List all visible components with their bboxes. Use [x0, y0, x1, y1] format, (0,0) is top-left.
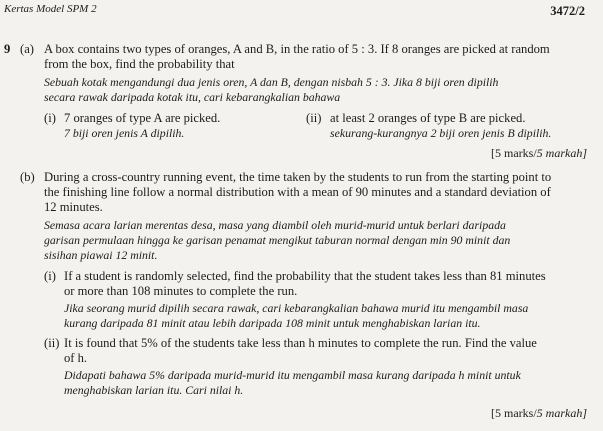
- part-b-ii-en-line-1: It is found that 5% of the students take less than h minutes to complete the run. Find the value: [64, 336, 537, 350]
- part-b-ii-my-line-2: menghabiskan larian itu. Cari nilai h.: [64, 383, 244, 397]
- part-a-i-my: 7 biji oren jenis A dipilih.: [64, 126, 185, 140]
- part-a-marks: [491, 146, 587, 161]
- part-a-ii-label: (ii): [306, 111, 322, 125]
- part-a-my-line-2: secara rawak daripada kotak itu, cari kebarangkalian bahawa: [44, 90, 341, 104]
- part-a-ii-my: sekurang-kurangnya 2 biji oren jenis B dipilih.: [330, 126, 552, 140]
- paper-title: Kertas Model SPM 2: [4, 3, 97, 15]
- marks-en: [5 marks/: [491, 146, 537, 160]
- part-b-i-en-line-2: or more than 108 minutes to complete the run.: [64, 284, 298, 298]
- marks-en: [5 marks/: [491, 406, 537, 420]
- part-b-i-label: (i): [44, 269, 56, 283]
- part-b-en-line-2: the finishing line follow a normal distribution with a mean of 90 minutes and a standard deviation of: [44, 185, 551, 199]
- part-a-my-line-1: Sebuah kotak mengandungi dua jenis oren, A dan B, dengan nisbah 5 : 3. Jika 8 biji oren dipilih: [44, 75, 499, 89]
- part-b-ii-en-line-2: of h.: [64, 351, 88, 365]
- part-b-i-en-line-1: If a student is randomly selected, find the probability that the student takes less than 81 minutes: [64, 269, 546, 283]
- part-a-label: (a): [20, 42, 34, 56]
- marks-my: 5 markah]: [536, 406, 587, 420]
- part-b-en-line-1: During a cross-country running event, the time taken by the students to run from the starting point to: [44, 170, 552, 184]
- part-b-i-my-line-2: kurang daripada 81 minit atau lebih daripada 108 minit untuk menghabiskan larian itu.: [64, 316, 481, 330]
- paper-code: 3472/2: [550, 4, 585, 18]
- part-a-en-line-1: A box contains two types of oranges, A and B, in the ratio of 5 : 3. If 8 oranges are picked at random: [44, 42, 550, 56]
- part-b-marks: [491, 406, 587, 421]
- part-a-i-label: (i): [44, 111, 56, 125]
- question-number: 9: [4, 42, 11, 56]
- part-b-ii-label: (ii): [44, 336, 60, 350]
- part-a-i-en: 7 oranges of type A are picked.: [64, 111, 221, 125]
- part-b-label: (b): [20, 170, 35, 184]
- part-b-my-line-2: garisan permulaan hingga ke garisan penamat mengikut taburan normal dengan min 90 minit dan: [44, 233, 511, 247]
- part-b-ii-my-line-1: Didapati bahawa 5% daripada murid-murid itu mengambil masa kurang daripada h minit untuk: [64, 368, 521, 382]
- part-b-my-line-3: sisihan piawai 12 minit.: [44, 248, 158, 262]
- part-b-i-my-line-1: Jika seorang murid dipilih secara rawak, cari kebarangkalian bahawa murid itu mengambil masa: [64, 301, 529, 315]
- marks-my: 5 markah]: [536, 146, 587, 160]
- part-a-ii-en: at least 2 oranges of type B are picked.: [330, 111, 526, 125]
- part-b-my-line-1: Semasa acara larian merentas desa, masa yang diambil oleh murid-murid untuk berlari daripada: [44, 218, 506, 232]
- part-b-en-line-3: 12 minutes.: [44, 200, 103, 214]
- part-a-en-line-2: from the box, find the probability that: [44, 57, 235, 71]
